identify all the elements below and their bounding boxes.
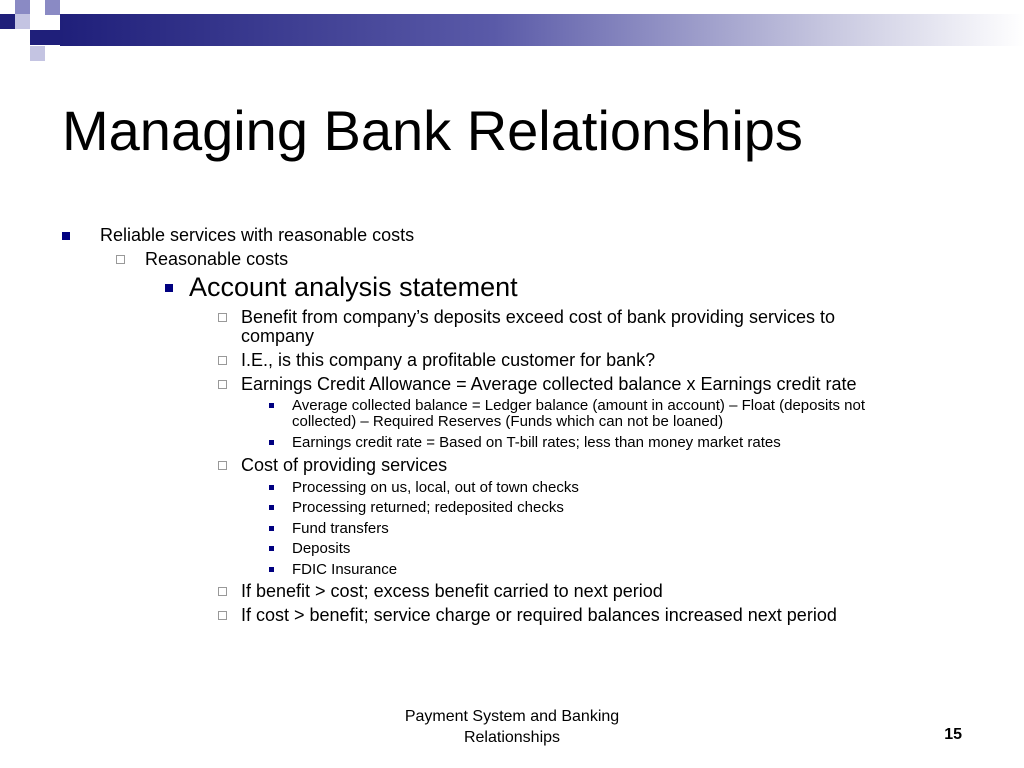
bullet-level-3-text: Account analysis statement (189, 272, 518, 302)
slide-title: Managing Bank Relationships (62, 99, 803, 162)
filled-square-bullet-icon (269, 546, 274, 551)
decor-square (15, 14, 30, 29)
bullet-level-5-text: Fund transfers (292, 520, 389, 537)
header-decoration (0, 0, 1024, 62)
bullet-level-4-text: Benefit from company’s deposits exceed cost of bank providing services to (241, 307, 835, 327)
gradient-band (60, 14, 1024, 46)
hollow-square-bullet-icon (218, 380, 227, 389)
slide-footer (392, 706, 632, 748)
filled-square-bullet-icon (269, 526, 274, 531)
bullet-level-4-text: Earnings Credit Allowance = Average collected balance x Earnings credit rate (241, 374, 857, 394)
hollow-square-bullet-icon (218, 313, 227, 322)
bullet-level-5-text: Earnings credit rate = Based on T-bill rates; less than money market rates (292, 434, 781, 451)
decor-square (30, 30, 45, 45)
filled-square-bullet-icon (269, 485, 274, 490)
hollow-square-bullet-icon (218, 611, 227, 620)
bullet-level-4-text: If benefit > cost; excess benefit carried to next period (241, 581, 663, 601)
bullet-level-2-text: Reasonable costs (145, 249, 289, 269)
filled-square-bullet-icon (269, 403, 274, 408)
decor-square (45, 30, 60, 45)
decor-square (45, 14, 60, 29)
decor-square (15, 0, 30, 15)
page-number: 15 (944, 726, 962, 743)
hollow-square-bullet-icon (218, 461, 227, 470)
footer-line-1: Payment System and Banking (404, 708, 620, 725)
filled-square-bullet-icon (269, 505, 274, 510)
bullet-level-5-text: collected) – Required Reserves (Funds which can not be loaned) (292, 413, 724, 430)
bullet-level-4-text: company (241, 326, 315, 346)
bullet-level-5-text: Deposits (292, 540, 351, 557)
footer-line-2: Relationships (463, 729, 561, 746)
decor-square (0, 14, 15, 29)
bullet-level-4-text: I.E., is this company a profitable customer for bank? (241, 350, 656, 370)
filled-square-bullet-icon (269, 567, 274, 572)
decor-square (30, 46, 45, 61)
bullet-level-5-text: Processing returned; redeposited checks (292, 499, 564, 516)
bullet-level-4-text: Cost of providing services (241, 455, 448, 475)
bullet-level-5-text: Processing on us, local, out of town checks (292, 479, 579, 496)
filled-square-bullet-icon (269, 440, 274, 445)
bullet-level-1-text: Reliable services with reasonable costs (100, 225, 415, 245)
filled-square-bullet-icon (165, 284, 173, 292)
hollow-square-bullet-icon (116, 255, 125, 264)
bullet-level-4-text: If cost > benefit; service charge or required balances increased next period (241, 605, 837, 625)
hollow-square-bullet-icon (218, 587, 227, 596)
bullet-level-5-text: Average collected balance = Ledger balance (amount in account) – Float (deposits not (292, 397, 866, 414)
decor-square (45, 0, 60, 15)
hollow-square-bullet-icon (218, 356, 227, 365)
filled-square-bullet-icon (62, 232, 70, 240)
bullet-level-5-text: FDIC Insurance (292, 561, 398, 578)
